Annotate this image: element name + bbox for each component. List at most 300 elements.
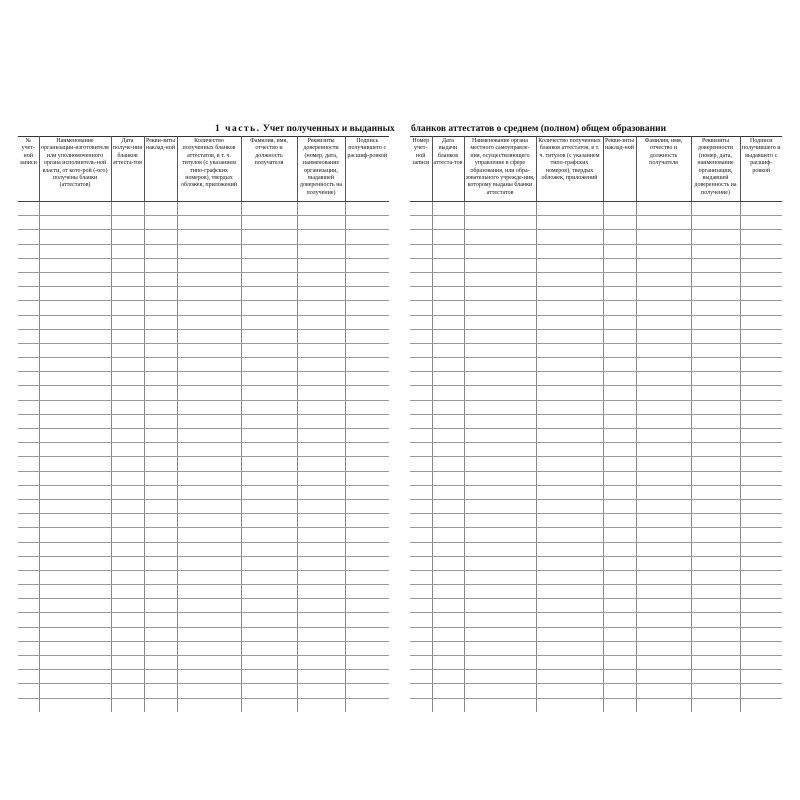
ledger-cell [410, 698, 432, 712]
ledger-cell [432, 485, 464, 499]
ledger-cell [144, 358, 177, 372]
ledger-cell [39, 627, 111, 641]
ledger-cell [18, 613, 39, 627]
ledger-cell [636, 386, 691, 400]
ledger-cell [177, 272, 241, 286]
ledger-row [18, 528, 389, 542]
column-header: Наименование органа местного самоуправле-ния, осуществляющего управление в сфере образования, или обра-зовательного учрежде-ния, которому выданы бланки аттестатов [464, 137, 536, 202]
ledger-cell [464, 429, 536, 443]
ledger-table-left [18, 136, 389, 712]
ledger-row [18, 343, 389, 357]
ledger-cell [345, 499, 389, 513]
ledger-cell [345, 258, 389, 272]
ledger-cell [536, 570, 603, 584]
ledger-cell [432, 315, 464, 329]
ledger-cell [39, 216, 111, 230]
ledger-cell [691, 414, 740, 428]
ledger-row [410, 272, 782, 286]
ledger-cell [345, 641, 389, 655]
ledger-cell [536, 372, 603, 386]
ledger-cell [297, 656, 345, 670]
ledger-cell [111, 414, 144, 428]
ledger-cell [603, 641, 636, 655]
ledger-cell [636, 613, 691, 627]
ledger-cell [636, 457, 691, 471]
ledger-cell [536, 585, 603, 599]
ledger-cell [177, 386, 241, 400]
ledger-cell [536, 429, 603, 443]
ledger-cell [241, 613, 297, 627]
ledger-row [410, 670, 782, 684]
page-title-right: бланков аттестатов о среднем (полном) общем образовании [411, 124, 667, 134]
ledger-cell [636, 329, 691, 343]
ledger-cell [111, 528, 144, 542]
ledger-cell [603, 656, 636, 670]
ledger-cell [464, 613, 536, 627]
ledger-cell [144, 570, 177, 584]
column-header: Фамилия, имя, отчество и должность получателя [241, 137, 297, 202]
ledger-cell [691, 698, 740, 712]
ledger-cell [691, 684, 740, 698]
ledger-cell [603, 684, 636, 698]
ledger-row [410, 698, 782, 712]
ledger-cell [432, 627, 464, 641]
ledger-cell [636, 656, 691, 670]
ledger-cell [740, 400, 782, 414]
ledger-row [410, 372, 782, 386]
ledger-cell [111, 400, 144, 414]
ledger-cell [691, 443, 740, 457]
ledger-cell [410, 641, 432, 655]
ledger-row [410, 329, 782, 343]
ledger-cell [111, 670, 144, 684]
ledger-cell [410, 429, 432, 443]
ledger-cell [18, 599, 39, 613]
ledger-cell [144, 641, 177, 655]
ledger-row [410, 514, 782, 528]
ledger-cell [18, 499, 39, 513]
ledger-row [18, 414, 389, 428]
page-title-left [215, 124, 395, 134]
ledger-cell [39, 358, 111, 372]
ledger-cell [39, 329, 111, 343]
ledger-cell [603, 216, 636, 230]
ledger-cell [636, 343, 691, 357]
ledger-cell [18, 684, 39, 698]
ledger-cell [345, 556, 389, 570]
ledger-cell [536, 499, 603, 513]
ledger-cell [297, 485, 345, 499]
ledger-cell [603, 343, 636, 357]
ledger-cell [177, 599, 241, 613]
ledger-cell [144, 258, 177, 272]
ledger-cell [297, 216, 345, 230]
ledger-cell [536, 613, 603, 627]
ledger-cell [603, 443, 636, 457]
ledger-cell [345, 301, 389, 315]
ledger-cell [297, 400, 345, 414]
ledger-cell [603, 301, 636, 315]
ledger-cell [691, 372, 740, 386]
ledger-cell [603, 358, 636, 372]
ledger-cell [636, 244, 691, 258]
ledger-cell [177, 570, 241, 584]
ledger-cell [603, 315, 636, 329]
ledger-cell [241, 343, 297, 357]
ledger-cell [241, 698, 297, 712]
ledger-cell [410, 400, 432, 414]
ledger-row [410, 684, 782, 698]
ledger-cell [144, 244, 177, 258]
ledger-cell [432, 400, 464, 414]
ledger-cell [111, 315, 144, 329]
ledger-cell [603, 485, 636, 499]
ledger-cell [111, 698, 144, 712]
ledger-cell [39, 499, 111, 513]
ledger-cell [691, 542, 740, 556]
ledger-row [410, 613, 782, 627]
ledger-cell [636, 542, 691, 556]
ledger-cell [536, 670, 603, 684]
ledger-cell [410, 216, 432, 230]
ledger-row [18, 556, 389, 570]
ledger-cell [636, 272, 691, 286]
ledger-cell [410, 684, 432, 698]
ledger-cell [410, 258, 432, 272]
ledger-cell [410, 315, 432, 329]
ledger-cell [603, 556, 636, 570]
ledger-cell [691, 315, 740, 329]
ledger-cell [691, 528, 740, 542]
ledger-cell [740, 287, 782, 301]
ledger-cell [345, 329, 389, 343]
ledger-cell [241, 315, 297, 329]
ledger-cell [297, 358, 345, 372]
ledger-cell [241, 542, 297, 556]
ledger-cell [740, 514, 782, 528]
ledger-cell [241, 599, 297, 613]
ledger-cell [603, 244, 636, 258]
ledger-cell [603, 329, 636, 343]
ledger-cell [241, 400, 297, 414]
ledger-cell [740, 457, 782, 471]
ledger-row [410, 471, 782, 485]
ledger-cell [536, 358, 603, 372]
ledger-cell [691, 216, 740, 230]
ledger-cell [39, 485, 111, 499]
ledger-cell [111, 216, 144, 230]
ledger-cell [241, 386, 297, 400]
ledger-cell [111, 485, 144, 499]
ledger-cell [177, 457, 241, 471]
ledger-cell [691, 514, 740, 528]
ledger-cell [636, 287, 691, 301]
ledger-cell [111, 641, 144, 655]
ledger-cell [18, 585, 39, 599]
ledger-cell [39, 287, 111, 301]
ledger-cell [177, 372, 241, 386]
ledger-cell [144, 670, 177, 684]
ledger-cell [144, 287, 177, 301]
ledger-cell [636, 443, 691, 457]
column-header: Рекви-зиты наклад-ной [603, 137, 636, 202]
ledger-row [410, 386, 782, 400]
ledger-cell [144, 301, 177, 315]
ledger-cell [18, 570, 39, 584]
ledger-cell [410, 528, 432, 542]
ledger-cell [345, 230, 389, 244]
ledger-cell [18, 343, 39, 357]
ledger-cell [432, 372, 464, 386]
ledger-cell [39, 613, 111, 627]
column-header: Подпись получившего с расшиф-ровкой [345, 137, 389, 202]
ledger-cell [432, 599, 464, 613]
ledger-cell [297, 599, 345, 613]
ledger-cell [740, 656, 782, 670]
ledger-cell [297, 429, 345, 443]
ledger-cell [740, 528, 782, 542]
ledger-cell [464, 627, 536, 641]
ledger-cell [464, 599, 536, 613]
ledger-cell [691, 230, 740, 244]
ledger-cell [691, 329, 740, 343]
ledger-cell [18, 457, 39, 471]
ledger-cell [636, 698, 691, 712]
ledger-cell [636, 258, 691, 272]
ledger-cell [636, 585, 691, 599]
ledger-cell [464, 358, 536, 372]
ledger-row [18, 202, 389, 216]
ledger-cell [410, 670, 432, 684]
ledger-row [18, 301, 389, 315]
ledger-cell [410, 585, 432, 599]
ledger-cell [603, 514, 636, 528]
ledger-cell [345, 670, 389, 684]
ledger-cell [345, 414, 389, 428]
ledger-cell [740, 414, 782, 428]
ledger-cell [111, 272, 144, 286]
ledger-row [18, 443, 389, 457]
ledger-cell [603, 202, 636, 216]
ledger-cell [111, 499, 144, 513]
ledger-cell [636, 400, 691, 414]
ledger-cell [297, 585, 345, 599]
ledger-row [410, 528, 782, 542]
ledger-cell [111, 457, 144, 471]
ledger-cell [464, 287, 536, 301]
ledger-row [410, 542, 782, 556]
ledger-cell [536, 272, 603, 286]
ledger-cell [536, 485, 603, 499]
ledger-row [410, 358, 782, 372]
ledger-cell [177, 670, 241, 684]
ledger-cell [18, 202, 39, 216]
ledger-cell [464, 514, 536, 528]
ledger-cell [297, 372, 345, 386]
ledger-cell [39, 457, 111, 471]
ledger-cell [691, 485, 740, 499]
ledger-cell [691, 358, 740, 372]
ledger-cell [410, 556, 432, 570]
ledger-cell [144, 414, 177, 428]
ledger-cell [464, 641, 536, 655]
ledger-cell [740, 315, 782, 329]
ledger-cell [740, 301, 782, 315]
ledger-cell [432, 684, 464, 698]
ledger-cell [464, 528, 536, 542]
ledger-cell [39, 202, 111, 216]
ledger-row [18, 230, 389, 244]
ledger-cell [636, 230, 691, 244]
ledger-row [18, 670, 389, 684]
ledger-cell [144, 329, 177, 343]
ledger-cell [464, 386, 536, 400]
ledger-cell [691, 627, 740, 641]
ledger-cell [432, 528, 464, 542]
ledger-cell [177, 343, 241, 357]
ledger-cell [111, 230, 144, 244]
ledger-cell [345, 202, 389, 216]
ledger-cell [410, 656, 432, 670]
ledger-cell [144, 542, 177, 556]
ledger-cell [18, 216, 39, 230]
ledger-cell [432, 698, 464, 712]
ledger-cell [603, 471, 636, 485]
ledger-cell [345, 287, 389, 301]
ledger-row [410, 429, 782, 443]
ledger-cell [464, 457, 536, 471]
ledger-cell [691, 670, 740, 684]
ledger-cell [111, 585, 144, 599]
ledger-cell [464, 684, 536, 698]
ledger-row [410, 244, 782, 258]
ledger-cell [464, 372, 536, 386]
ledger-cell [636, 216, 691, 230]
ledger-row [18, 684, 389, 698]
ledger-cell [432, 443, 464, 457]
ledger-cell [39, 343, 111, 357]
column-header: Дата получе-ния бланков аттеста-тов [111, 137, 144, 202]
ledger-cell [241, 272, 297, 286]
ledger-row [410, 556, 782, 570]
ledger-cell [111, 386, 144, 400]
ledger-cell [345, 386, 389, 400]
ledger-cell [241, 684, 297, 698]
title-text-left: Учет полученных и выданных [262, 124, 395, 134]
ledger-cell [144, 315, 177, 329]
ledger-cell [603, 457, 636, 471]
ledger-cell [603, 272, 636, 286]
ledger-cell [536, 443, 603, 457]
ledger-cell [603, 698, 636, 712]
ledger-cell [740, 599, 782, 613]
ledger-row [18, 698, 389, 712]
ledger-row [18, 613, 389, 627]
ledger-cell [464, 585, 536, 599]
ledger-cell [603, 400, 636, 414]
ledger-cell [464, 244, 536, 258]
ledger-cell [39, 471, 111, 485]
ledger-cell [241, 258, 297, 272]
ledger-cell [177, 400, 241, 414]
ledger-cell [144, 556, 177, 570]
ledger-cell [177, 329, 241, 343]
ledger-cell [177, 656, 241, 670]
ledger-row [410, 202, 782, 216]
ledger-cell [691, 499, 740, 513]
ledger-cell [432, 670, 464, 684]
ledger-cell [241, 443, 297, 457]
ledger-cell [297, 443, 345, 457]
ledger-cell [144, 499, 177, 513]
ledger-cell [432, 499, 464, 513]
ledger-cell [432, 471, 464, 485]
ledger-cell [297, 315, 345, 329]
ledger-cell [691, 556, 740, 570]
ledger-cell [603, 670, 636, 684]
ledger-cell [111, 244, 144, 258]
ledger-cell [410, 414, 432, 428]
ledger-cell [177, 556, 241, 570]
ledger-row [410, 301, 782, 315]
ledger-cell [432, 556, 464, 570]
ledger-cell [297, 556, 345, 570]
ledger-row [410, 216, 782, 230]
ledger-cell [603, 372, 636, 386]
ledger-cell [39, 400, 111, 414]
ledger-cell [177, 514, 241, 528]
ledger-cell [345, 684, 389, 698]
ledger-cell [464, 670, 536, 684]
ledger-cell [740, 670, 782, 684]
ledger-cell [410, 471, 432, 485]
ledger-cell [464, 258, 536, 272]
ledger-cell [410, 358, 432, 372]
ledger-cell [410, 514, 432, 528]
ledger-cell [177, 429, 241, 443]
ledger-cell [636, 301, 691, 315]
ledger-cell [111, 627, 144, 641]
ledger-cell [18, 329, 39, 343]
ledger-cell [297, 272, 345, 286]
ledger-cell [18, 287, 39, 301]
ledger-cell [297, 230, 345, 244]
ledger-cell [297, 414, 345, 428]
ledger-cell [144, 471, 177, 485]
ledger-cell [177, 202, 241, 216]
ledger-cell [740, 244, 782, 258]
ledger-cell [464, 315, 536, 329]
column-header: Фамилия, имя, отчество и должность получателя [636, 137, 691, 202]
ledger-cell [740, 443, 782, 457]
ledger-cell [241, 216, 297, 230]
ledger-cell [144, 429, 177, 443]
ledger-cell [740, 613, 782, 627]
ledger-cell [111, 656, 144, 670]
ledger-cell [464, 485, 536, 499]
ledger-cell [177, 358, 241, 372]
ledger-cell [464, 230, 536, 244]
ledger-cell [464, 443, 536, 457]
ledger-cell [410, 485, 432, 499]
ledger-cell [536, 542, 603, 556]
ledger-cell [536, 287, 603, 301]
ledger-cell [636, 684, 691, 698]
ledger-cell [636, 599, 691, 613]
ledger-cell [345, 343, 389, 357]
ledger-cell [464, 216, 536, 230]
ledger-cell [603, 499, 636, 513]
